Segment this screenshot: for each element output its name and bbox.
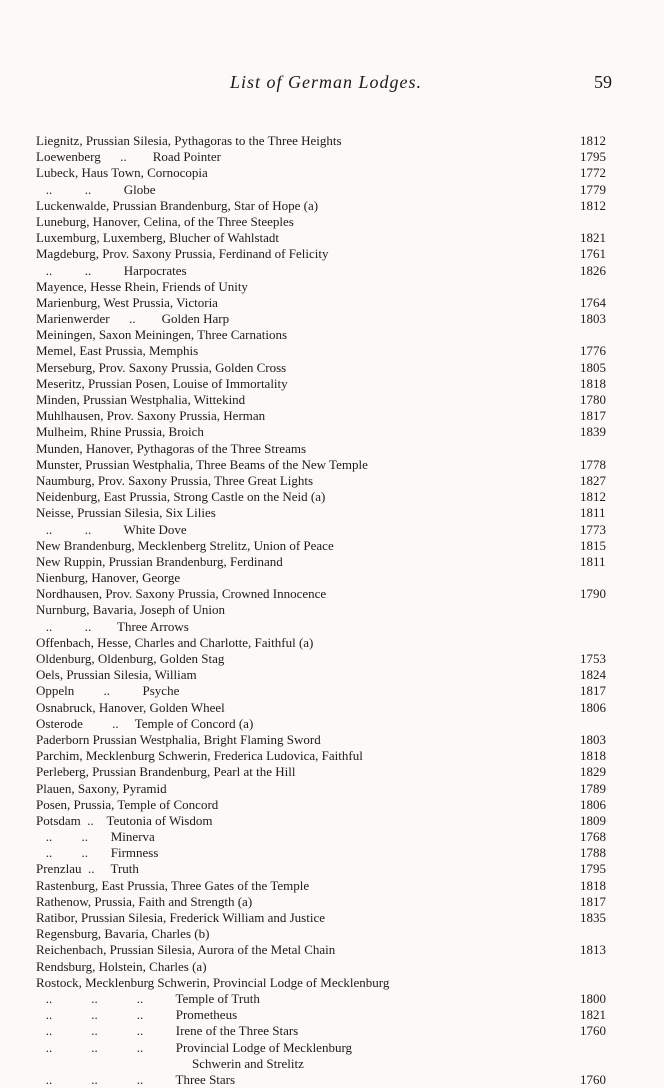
lodge-entry-text: Liegnitz, Prussian Silesia, Pythagoras to the Three Heights [36,133,342,148]
lodge-entry-text: .. .. .. Provincial Lodge of Mecklenburg [36,1039,353,1055]
lodge-entry-text: Mulheim, Rhine Prussia, Broich [36,424,204,440]
lodge-entry-text: Rastenburg, East Prussia, Three Gates of the Temple [36,877,310,893]
lodge-entry [36,198,616,214]
lodge-entry [36,473,616,489]
lodge-entry [36,845,616,861]
lodge-entry-text: .. .. .. Prometheus [36,1007,238,1023]
lodge-entry-year: 1790 [580,586,606,602]
lodge-entry-text: Neidenburg, East Prussia, Strong Castle on the Neid (a) [36,489,326,505]
lodge-entry [36,327,616,343]
lodge-entry-text: Nordhausen, Prov. Saxony Prussia, Crowned Innocence [36,586,327,602]
lodge-entry-text: Oppeln .. Psyche [36,683,180,699]
lodge-entry-year: 1818 [580,375,606,391]
lodge-entry-year: 1817 [580,683,606,699]
lodge-entry-text: Munden, Hanover, Pythagoras of the Three Streams [36,440,307,456]
lodge-entry-text: New Ruppin, Prussian Brandenburg, Ferdinand [36,553,283,569]
lodge-entry-text: Memel, East Prussia, Memphis [36,343,199,359]
lodge-entry-year: 1827 [580,472,606,488]
lodge-entry-text: Nienburg, Hanover, George [36,570,181,586]
lodge-entry-year: 1772 [580,165,606,181]
lodge-entry [36,1007,616,1023]
lodge-entry-text: Lubeck, Haus Town, Cornocopia [36,165,208,181]
lodge-entry [36,311,616,327]
lodge-entry [36,1056,616,1072]
lodge-entry-text: Perleberg, Prussian Brandenburg, Pearl at the Hill [36,764,296,780]
lodge-entry [36,182,616,198]
lodge-entry-text: Potsdam .. Teutonia of Wisdom [36,812,213,828]
lodge-entry [36,522,616,538]
lodge-entry-text: Posen, Prussia, Temple of Concord [36,796,219,812]
lodge-entry [36,489,616,505]
lodge-entry [36,635,616,651]
lodge-entry [36,214,616,230]
lodge-entry-year: 1803 [580,731,606,747]
lodge-entry [36,441,616,457]
lodge-entry [36,991,616,1007]
lodge-entry [36,133,616,149]
lodge-entry-text: Neisse, Prussian Silesia, Six Lilies [36,505,216,521]
lodge-entry-year: 1753 [580,651,606,666]
lodge-entry [36,360,616,376]
lodge-entry [36,586,616,602]
lodge-entry [36,797,616,813]
lodge-entry [36,667,616,683]
lodge-entry-text: Loewenberg .. Road Pointer [36,149,221,165]
lodge-entry-text: Marienwerder .. Golden Harp [36,311,230,327]
lodge-entry-text: Parchim, Mecklenburg Schwerin, Frederica Ludovica, Faithful [36,748,363,764]
lodge-entry-text: Merseburg, Prov. Saxony Prussia, Golden Cross [36,359,287,375]
lodge-entry-text: Plauen, Saxony, Pyramid [36,780,167,796]
lodge-entry-year: 1805 [580,359,606,375]
lodge-entry [36,619,616,635]
lodge-entry [36,602,616,618]
lodge-entry-text: .. .. Three Arrows [36,618,189,634]
lodge-entry [36,165,616,181]
lodge-entry-text: .. .. Firmness [36,845,159,861]
lodge-entry-year: 1821 [580,230,606,246]
lodge-list [36,133,616,1088]
page-number: 59 [594,72,612,92]
lodge-entry [36,1072,616,1088]
lodge-entry-text: Paderborn Prussian Westphalia, Bright Flaming Sword [36,731,321,747]
lodge-entry [36,926,616,942]
lodge-entry-text: Reichenbach, Prussian Silesia, Aurora of the Metal Chain [36,942,336,958]
lodge-entry [36,457,616,473]
lodge-entry-year: 1829 [580,764,606,780]
lodge-entry-text: Ratibor, Prussian Silesia, Frederick William and Justice [36,910,326,925]
lodge-entry-text: Meiningen, Saxon Meiningen, Three Carnations [36,327,288,343]
lodge-entry-year: 1761 [580,246,606,262]
lodge-entry [36,538,616,554]
lodge-entry-text: .. .. .. Temple of Truth [36,990,260,1006]
lodge-entry [36,554,616,570]
lodge-entry-year: 1780 [580,392,606,407]
lodge-entry-year: 1789 [580,780,606,796]
lodge-entry-year: 1811 [580,505,606,521]
lodge-entry [36,716,616,732]
lodge-entry-text: Prenzlau .. Truth [36,861,139,877]
lodge-entry-text: Rathenow, Prussia, Faith and Strength (a) [36,893,253,909]
lodge-entry-year: 1835 [580,910,606,925]
lodge-entry [36,732,616,748]
lodge-entry [36,651,616,667]
lodge-entry-text: Rendsburg, Holstein, Charles (a) [36,958,207,974]
lodge-entry-text: .. .. Minerva [36,829,155,845]
lodge-entry-text: Mayence, Hesse Rhein, Friends of Unity [36,278,248,294]
lodge-entry [36,424,616,440]
lodge-entry-text: Osnabruck, Hanover, Golden Wheel [36,699,225,715]
lodge-entry-year: 1815 [580,537,606,553]
lodge-entry [36,910,616,926]
lodge-entry [36,700,616,716]
lodge-entry-year: 1817 [580,408,606,424]
lodge-entry-year: 1795 [580,149,606,165]
lodge-entry-text: Schwerin and Strelitz [36,1055,304,1071]
lodge-entry-text: .. .. .. Three Stars [36,1071,236,1087]
lodge-entry-text: Munster, Prussian Westphalia, Three Beams of the New Temple [36,456,368,472]
lodge-entry-text: Marienburg, West Prussia, Victoria [36,294,218,310]
lodge-entry-text: Luneburg, Hanover, Celina, of the Three Steeples [36,213,294,229]
lodge-entry-year: 1826 [580,262,606,278]
lodge-entry [36,246,616,262]
lodge-entry [36,683,616,699]
lodge-entry-text: Nurnburg, Bavaria, Joseph of Union [36,602,225,618]
lodge-entry-text: Offenbach, Hesse, Charles and Charlotte, Faithful (a) [36,634,314,650]
lodge-entry-text: Luckenwalde, Prussian Brandenburg, Star of Hope (a) [36,197,319,213]
lodge-entry [36,570,616,586]
lodge-entry [36,376,616,392]
lodge-entry-year: 1760 [580,1071,606,1087]
lodge-entry-year: 1776 [580,343,606,359]
lodge-entry [36,764,616,780]
lodge-entry [36,942,616,958]
lodge-entry-text: Meseritz, Prussian Posen, Louise of Immortality [36,375,288,391]
lodge-entry-year: 1821 [580,1007,606,1023]
lodge-entry-year: 1795 [580,861,606,877]
lodge-entry-text: Rostock, Mecklenburg Schwerin, Provincial Lodge of Mecklenburg [36,974,390,990]
lodge-entry-year: 1824 [580,667,606,683]
lodge-entry-year: 1809 [580,812,606,828]
lodge-entry-text: Oldenburg, Oldenburg, Golden Stag [36,651,225,666]
lodge-entry-year: 1764 [580,294,606,310]
lodge-entry-year: 1812 [580,197,606,213]
lodge-entry-year: 1839 [580,424,606,440]
page-title: List of German Lodges. [229,72,422,92]
page-header [36,68,616,104]
lodge-entry-text: .. .. Globe [36,181,156,197]
lodge-entry [36,230,616,246]
lodge-entry-year: 1817 [580,893,606,909]
lodge-entry [36,813,616,829]
lodge-entry-text: Minden, Prussian Westphalia, Wittekind [36,392,246,407]
lodge-entry-text: Oels, Prussian Silesia, William [36,667,197,683]
lodge-entry-text: Muhlhausen, Prov. Saxony Prussia, Herman [36,408,266,424]
lodge-entry-text: Regensburg, Bavaria, Charles (b) [36,926,210,942]
lodge-entry-text: .. .. White Dove [36,521,187,537]
lodge-entry-year: 1773 [580,521,606,537]
lodge-entry-year: 1803 [580,311,606,327]
lodge-entry [36,829,616,845]
lodge-entry-text: .. .. .. Irene of the Three Stars [36,1023,299,1039]
lodge-entry-text: Magdeburg, Prov. Saxony Prussia, Ferdinand of Felicity [36,246,329,262]
lodge-entry [36,279,616,295]
lodge-entry [36,959,616,975]
lodge-entry [36,878,616,894]
lodge-entry-year: 1806 [580,699,606,715]
lodge-entry [36,894,616,910]
lodge-entry [36,748,616,764]
lodge-entry [36,1023,616,1039]
lodge-entry-year: 1788 [580,845,606,861]
lodge-entry [36,263,616,279]
lodge-entry-year: 1768 [580,829,606,845]
lodge-entry [36,295,616,311]
lodge-entry-text: .. .. Harpocrates [36,262,187,278]
lodge-entry-year: 1812 [580,489,606,505]
lodge-entry [36,781,616,797]
lodge-entry-year: 1760 [580,1023,606,1039]
lodge-entry [36,1040,616,1056]
lodge-entry-text: Luxemburg, Luxemberg, Blucher of Wahlstadt [36,230,280,246]
lodge-entry-year: 1811 [580,553,606,569]
lodge-entry-year: 1778 [580,456,606,472]
lodge-entry-text: New Brandenburg, Mecklenberg Strelitz, Union of Peace [36,537,334,553]
lodge-entry [36,343,616,359]
lodge-entry [36,861,616,877]
lodge-entry-year: 1813 [580,942,606,958]
lodge-entry-year: 1806 [580,796,606,812]
lodge-entry-year: 1800 [580,990,606,1006]
lodge-entry-year: 1812 [580,133,606,148]
lodge-entry [36,392,616,408]
lodge-entry-text: Naumburg, Prov. Saxony Prussia, Three Great Lights [36,472,314,488]
lodge-entry [36,149,616,165]
lodge-entry [36,408,616,424]
lodge-entry-year: 1779 [580,181,606,197]
lodge-entry [36,505,616,521]
lodge-entry-text: Osterode .. Temple of Concord (a) [36,715,254,731]
lodge-entry-year: 1818 [580,877,606,893]
lodge-entry [36,975,616,991]
lodge-entry-year: 1818 [580,748,606,764]
